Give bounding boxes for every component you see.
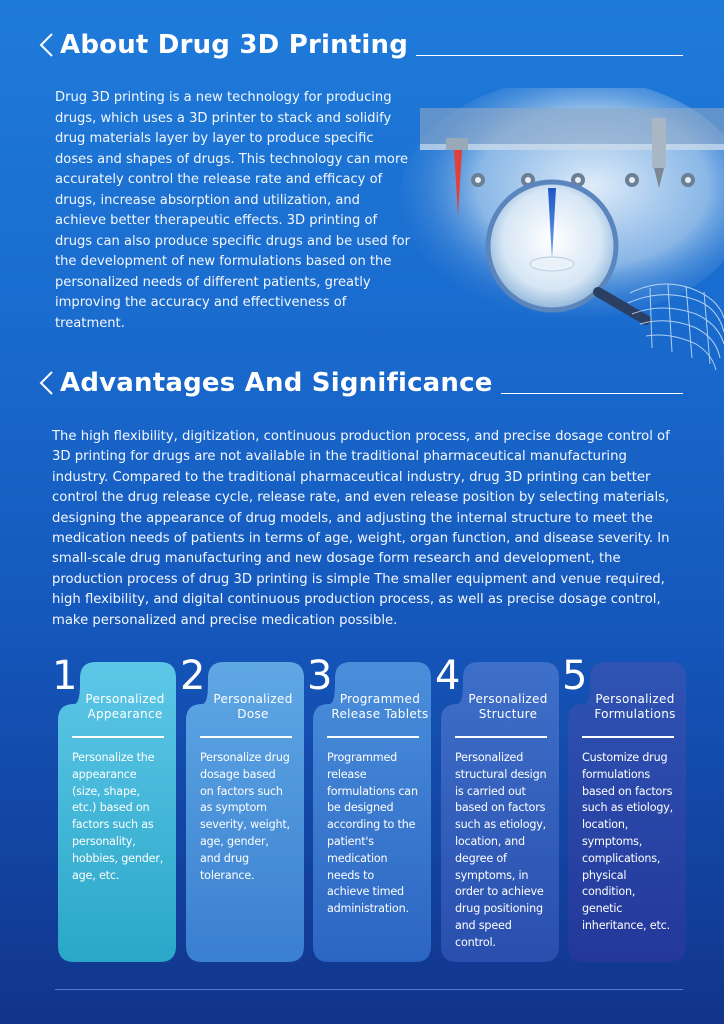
card-number: 5 [562, 653, 588, 699]
card-title: Personalized Structure [468, 692, 548, 721]
card-divider [200, 736, 292, 738]
card-body: Customize drug formulations based on factors such as etiology, location, symptoms, complications, physical condition, genetic inheritance, etc. [582, 751, 674, 932]
card-divider [72, 736, 164, 738]
card-number: 3 [307, 653, 333, 699]
feature-card [180, 653, 304, 962]
section-title: Advantages And Significance [60, 368, 493, 398]
printer-magnifier-image [400, 88, 724, 378]
heading-rule [501, 393, 683, 395]
card-divider [327, 736, 419, 738]
card-title: Personalized Formulations [594, 692, 676, 721]
card-title: Personalized Dose [213, 692, 293, 721]
card-divider [455, 736, 547, 738]
page-title: About Drug 3D Printing [60, 30, 409, 60]
about-paragraph: Drug 3D printing is a new technology for producing drugs, which uses a 3D printer to stack and solidify drug materials layer by layer to produce specific doses and shapes of drugs. This technology can more accurately control the release rate and efficacy of drugs, increase absorption and utilization, and achieve better therapeutic effects. 3D printing of drugs can also produce specific drugs and be used for the development of new formulations based on the personalized needs of different patients, greatly improving the accuracy and effectiveness of treatment. [55, 90, 410, 331]
card-number: 4 [435, 653, 461, 699]
heading-rule [416, 55, 683, 57]
card-number: 1 [52, 653, 78, 699]
card-body: Personalized structural design is carried out based on factors such as etiology, location, and degree of symptoms, in order to achieve drug positioning and speed control. [455, 751, 547, 949]
card-divider [582, 736, 674, 738]
section-heading-about [38, 30, 683, 60]
feature-card [562, 653, 686, 962]
card-body: Programmed release formulations can be designed according to the patient's medication needs to achieve timed administration. [327, 751, 418, 916]
feature-card [307, 653, 431, 962]
chevron-left-icon [38, 370, 56, 396]
card-number: 2 [180, 653, 206, 699]
printer-illustration [400, 88, 724, 378]
feature-card [435, 653, 559, 962]
card-body: Personalize drug dosage based on factors such as symptom severity, weight, age, gender, and drug tolerance. [200, 751, 290, 882]
card-title: Programmed Release Tablets [331, 692, 429, 721]
footer-divider [55, 989, 683, 990]
card-body: Personalize the appearance (size, shape, etc.) based on factors such as personality, hobbies, gender, age, etc. [72, 751, 164, 882]
card-title: Personalized Appearance [85, 692, 165, 721]
feature-card [52, 653, 176, 962]
advantages-paragraph: The high flexibility, digitization, continuous production process, and precise dosage control of 3D printing for drugs are not available in the traditional pharmaceutical manufacturing industry. Compared to the traditional pharmaceutical industry, drug 3D printing can better control the drug release cycle, release rate, and even release position by selecting materials, designing the appearance of drug models, and adjusting the internal structure to meet the medication needs of patients in terms of age, weight, organ function, and disease severity. In small-scale drug manufacturing and new dosage form research and development, the production process of drug 3D printing is simple The smaller equipment and venue required, high flexibility, and digital continuous production process, as well as precise dosage control, make personalized and precise medication possible. [52, 429, 670, 628]
section-heading-advantages [38, 368, 683, 398]
chevron-left-icon [38, 32, 56, 58]
